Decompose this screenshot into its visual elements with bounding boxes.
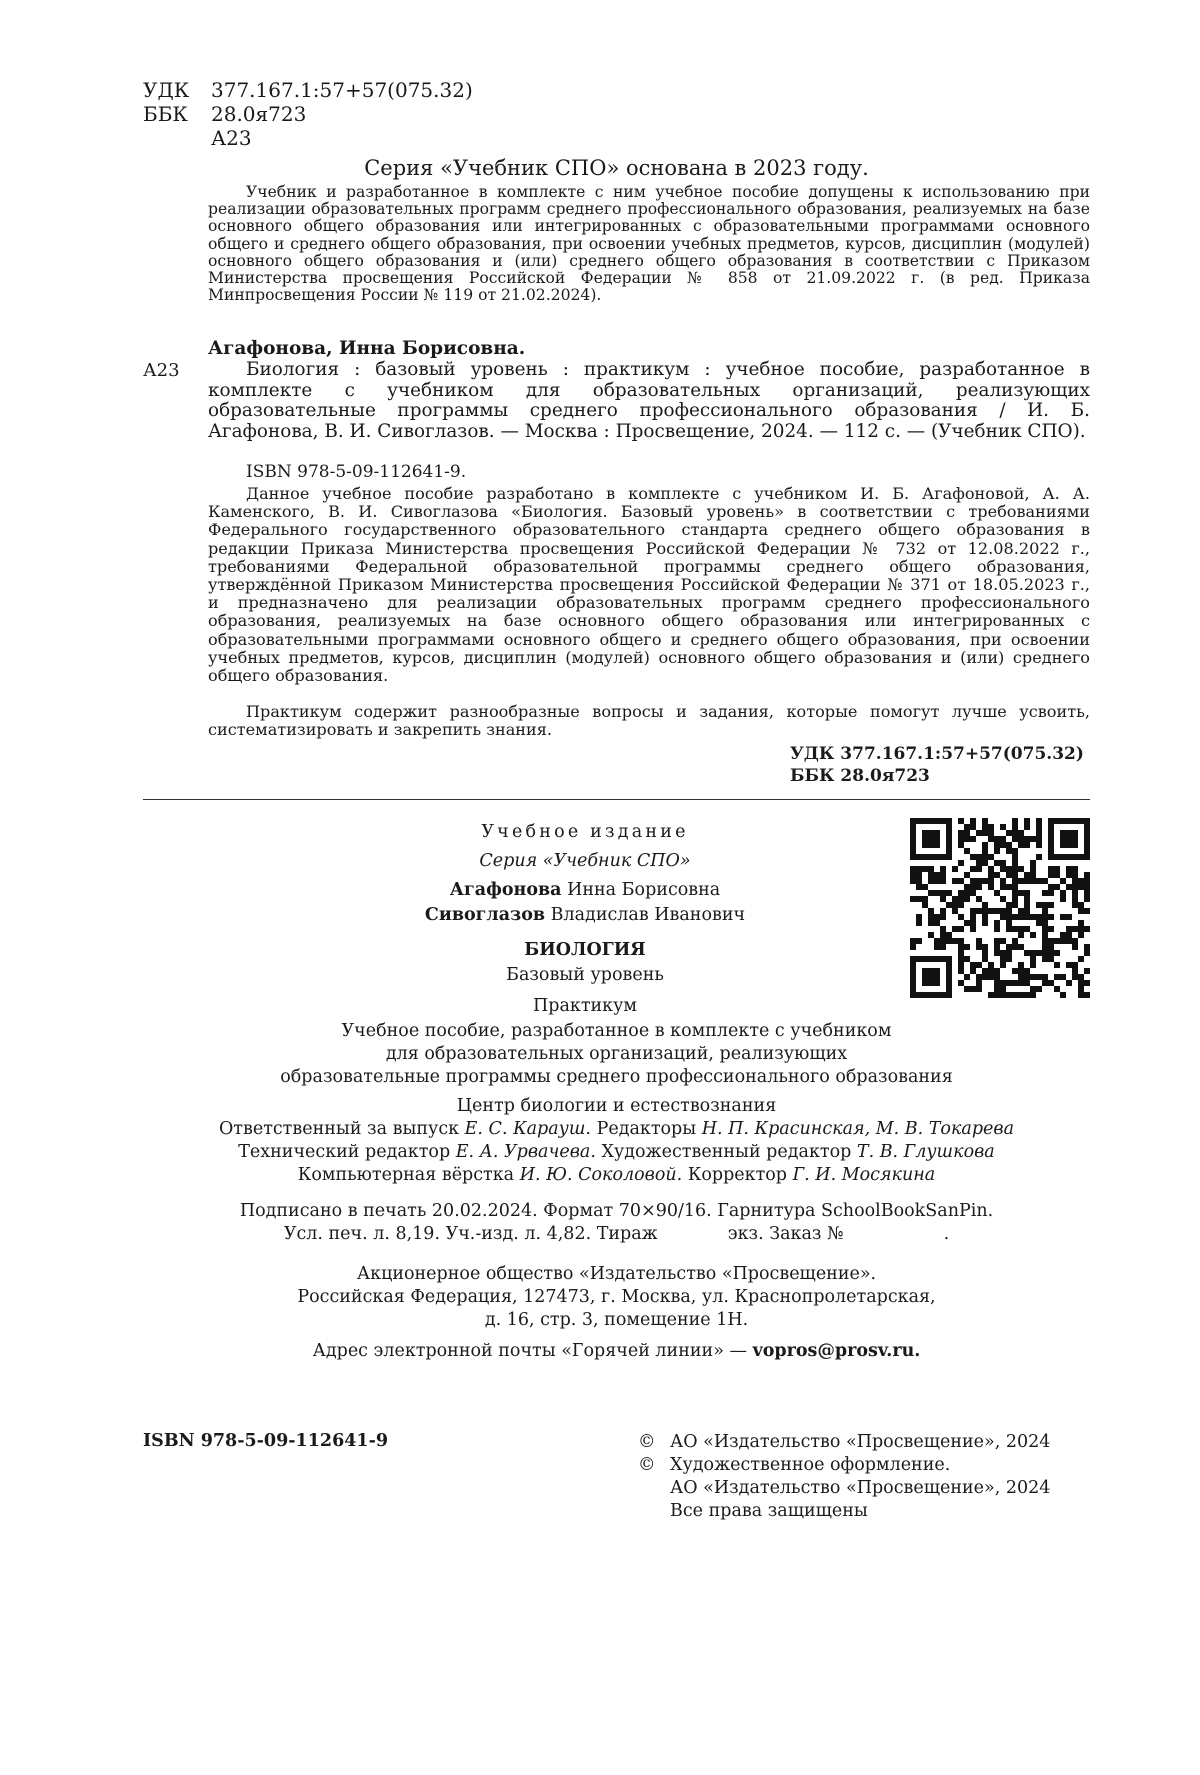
isbn-footer: ISBN 978-5-09-112641-9: [143, 1431, 389, 1451]
credits-line-3: [143, 1164, 1090, 1187]
publisher-block: [143, 1263, 1090, 1332]
copyright-symbol: ©: [638, 1455, 656, 1475]
layout-label: Компьютерная вёрстка: [297, 1165, 515, 1185]
print-line-2: [143, 1223, 1090, 1246]
bibliography-code: А23: [143, 360, 180, 381]
publisher-line-2: Российская Федерация, 127473, г. Москва, ул. Краснопролетарская,: [297, 1287, 936, 1307]
udk-line: [143, 78, 473, 102]
book-level: Базовый уровень: [506, 965, 664, 985]
print-line-1: Подписано в печать 20.02.2024. Формат 70×90/16. Гарнитура SchoolBookSanPin.: [239, 1201, 994, 1221]
author-2-names: Владислав Иванович: [550, 905, 746, 925]
book-title: БИОЛОГИЯ: [524, 940, 646, 960]
copyright-symbol: ©: [638, 1432, 656, 1452]
bbk-summary: ББК 28.0я723: [790, 766, 930, 786]
copyright-line-1: [638, 1431, 1050, 1454]
udk-summary: УДК 377.167.1:57+57(075.32): [790, 744, 1084, 764]
center-name: Центр биологии и естествознания: [456, 1096, 777, 1116]
series-name: Серия «Учебник СПО»: [479, 851, 691, 871]
author-1: [410, 878, 760, 903]
annotation-paragraph: Данное учебное пособие разработано в комплекте с учебником И. Б. Агафоновой, А. А. Каменского, В. И. Сивоглазова «Биология. Базовый уровень» в соответствии с требованиями Федерального государственного образовательного стандарта среднего общего образования в редакции Приказа Министерства просвещения Российской Федерации № 732 от 12.08.2022 г., требованиями Федеральной образовательной программы среднего общего образования, утверждённой Приказом Министерства просвещения Российской Федерации № 371 от 18.05.2023 г., и предназначено для реализации образовательных программ среднего профессионального образования, реализуемых на базе основного общего образования или интегрированных с образовательными программами основного общего и среднего общего образования, при освоении учебных предметов, курсов, дисциплин (модулей) основного общего образования и (или) среднего общего образования.: [208, 484, 1090, 686]
author-2-surname: Сивоглазов: [424, 905, 546, 925]
author-1-surname: Агафонова: [449, 880, 562, 900]
copyright-line-2: [638, 1454, 1050, 1477]
admission-paragraph: Учебник и разработанное в комплекте с ним учебное пособие допущены к использованию при реализации образовательных программ среднего профессионального образования, реализуемых на базе основного общего образования или интегрированных с образовательными программами основного общего и среднего общего образования, при освоении учебных предметов, курсов, дисциплин (модулей) основного общего образования и (или) среднего общего образования в соответствии с Приказом Министерства просвещения Российской Федерации № 858 от 21.09.2022 г. (в ред. Приказа Минпросвещения России № 119 от 21.02.2024).: [208, 183, 1090, 305]
publisher-line-1: Акционерное общество «Издательство «Просвещение».: [356, 1264, 877, 1284]
bibliographic-description: Биология : базовый уровень : практикум : учебное пособие, разработанное в комплекте с учебником для образовательных организаций, реализующих образовательные программы среднего профессионального образования / И. Б. Агафонова, В. И. Сивоглазов. — Москва : Просвещение, 2024. — 112 с. — (Учебник СПО).: [208, 359, 1090, 442]
email-address[interactable]: vopros@prosv.ru.: [752, 1341, 921, 1361]
book-kind: Практикум: [532, 996, 638, 1016]
tech-editor-name: Е. А. Урвачева.: [455, 1142, 596, 1162]
author-2: [410, 903, 760, 928]
responsible-label: Ответственный за выпуск: [218, 1119, 460, 1139]
author-1-names: Инна Борисовна: [567, 880, 721, 900]
practicum-note: Практикум содержит разнообразные вопросы и задания, которые помогут лучше усвоить, систематизировать и закрепить знания.: [208, 702, 1090, 740]
editors-names: Н. П. Красинская, М. В. Токарева: [701, 1119, 1015, 1139]
corrector-name: Г. И. Мосякина: [792, 1165, 936, 1185]
copyright-design: Художественное оформление.: [670, 1455, 951, 1475]
classification-block: [143, 78, 473, 150]
print-order: экз. Заказ №: [727, 1224, 844, 1244]
imprint-heading-column: [410, 818, 760, 876]
copyright-block: [638, 1431, 1050, 1523]
description-line-1: Учебное пособие, разработанное в комплекте с учебником: [341, 1021, 892, 1041]
email-line: [143, 1340, 1090, 1363]
corrector-label: Корректор: [687, 1165, 788, 1185]
credits-line-1: [143, 1118, 1090, 1141]
divider-line: [143, 799, 1090, 800]
rights-reserved: Все права защищены: [670, 1501, 868, 1521]
publisher-line-3: д. 16, стр. 3, помещение 1Н.: [484, 1310, 749, 1330]
copyright-line-3: АО «Издательство «Просвещение», 2024: [670, 1478, 1051, 1498]
isbn-entry: ISBN 978-5-09-112641-9.: [246, 462, 467, 482]
art-editor-name: Т. В. Глушкова: [856, 1142, 995, 1162]
title-column: [410, 938, 760, 1019]
description-line-3: образовательные программы среднего профессионального образования: [280, 1067, 953, 1087]
art-editor-label: Художественный редактор: [601, 1142, 852, 1162]
author-heading: Агафонова, Инна Борисовна.: [208, 338, 526, 359]
edition-type: Учебное издание: [481, 822, 689, 842]
email-label: Адрес электронной почты «Горячей линии» —: [312, 1341, 747, 1361]
copyright-publisher: АО «Издательство «Просвещение», 2024: [670, 1432, 1051, 1452]
description-line-2: для образовательных организаций, реализующих: [385, 1044, 848, 1064]
bbk-value: 28.0я723: [211, 102, 307, 126]
credits-line-2: [143, 1141, 1090, 1164]
tech-editor-label: Технический редактор: [238, 1142, 451, 1162]
author-mark: А23: [211, 126, 252, 150]
classification-summary: [790, 743, 1084, 787]
udk-label: УДК: [143, 78, 190, 102]
series-founded-note: Серия «Учебник СПО» основана в 2023 году.: [364, 156, 869, 180]
editors-label: Редакторы: [596, 1119, 697, 1139]
responsible-name: Е. С. Карауш.: [464, 1119, 591, 1139]
print-order-end: .: [943, 1224, 950, 1244]
layout-name: И. Ю. Соколовой.: [519, 1165, 683, 1185]
description-block: [143, 1020, 1090, 1089]
qr-code-icon: [910, 818, 1090, 998]
print-sheets: Усл. печ. л. 8,19. Уч.-изд. л. 4,82. Тираж: [283, 1224, 658, 1244]
authors-column: [410, 878, 760, 928]
print-info-block: [143, 1200, 1090, 1246]
credits-block: [143, 1095, 1090, 1187]
udk-value: 377.167.1:57+57(075.32): [211, 78, 473, 102]
bbk-label: ББК: [143, 102, 188, 126]
bbk-line: [143, 102, 473, 126]
